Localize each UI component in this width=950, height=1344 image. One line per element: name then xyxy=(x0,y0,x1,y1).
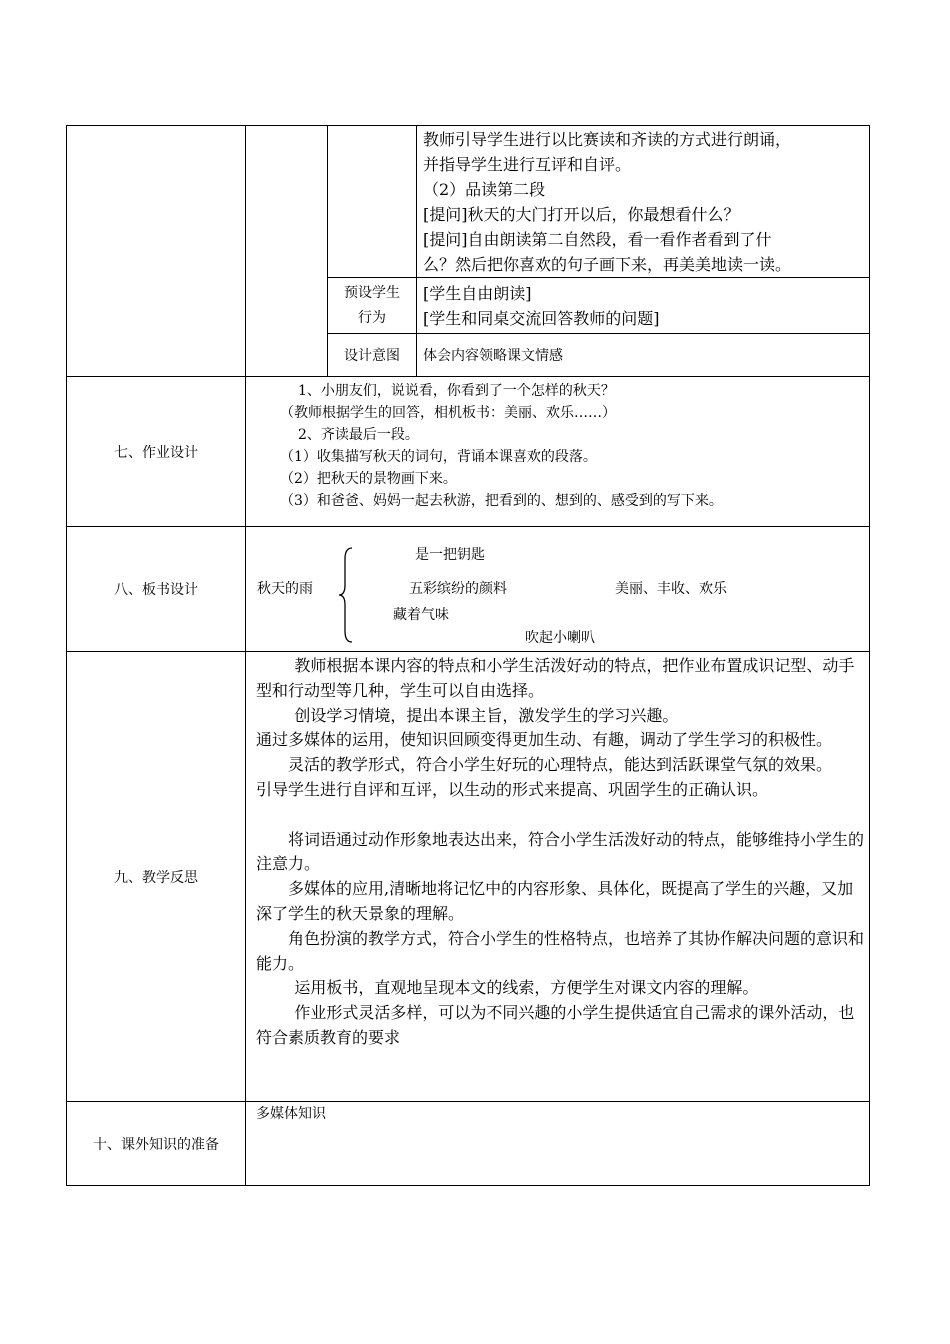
process-sub-blank-cell xyxy=(246,126,328,377)
design-intent-cell xyxy=(417,334,870,377)
homework-line: 2、齐读最后一段。 xyxy=(298,427,419,443)
student-label-line: 行为 xyxy=(358,309,386,326)
board-design-label: 八、板书设计 xyxy=(67,527,246,652)
student-behavior-cell xyxy=(417,278,870,334)
reflection-cell xyxy=(246,652,870,1102)
reflection-label: 九、教学反思 xyxy=(67,652,246,1102)
student-line: [学生和同桌交流回答教师的问题] xyxy=(423,309,660,328)
reflection-paragraph: 灵活的教学形式，符合小学生好玩的心理特点，能达到活跃课堂气氛的效果。 xyxy=(288,755,833,775)
reflection-paragraph: 通过多媒体的运用，使知识回顾变得更加生动、有趣，调动了学生学习的积极性。 xyxy=(256,730,833,750)
reflection-paragraph: 多媒体的应用,清晰地将记忆中的内容形象、具体化，既提高了学生的兴趣，又加深了学生的秋天景象的理解。 xyxy=(256,879,854,923)
board-summary: 美丽、丰收、欢乐 xyxy=(615,581,727,597)
content-line: 么？然后把你喜欢的句子画下来，再美美地读一读。 xyxy=(423,255,792,274)
lesson-plan-table xyxy=(66,125,870,1186)
reflection-paragraph: 将词语通过动作形象地表达出来，符合小学生活泼好动的特点，能够维持小学生的注意力。 xyxy=(256,829,865,874)
student-label-line: 预设学生 xyxy=(344,284,400,301)
board-item: 是一把钥匙 xyxy=(415,547,485,563)
homework-label: 七、作业设计 xyxy=(67,377,246,527)
content-line: [提问]自由朗读第二自然段，看一看作者看到了什 xyxy=(423,230,772,249)
teacher-activity-cell xyxy=(417,126,870,278)
brace-icon xyxy=(338,547,354,643)
extra-knowledge-text: 多媒体知识 xyxy=(256,1106,326,1122)
content-line: [提问]秋天的大门打开以后，你最想看什么？ xyxy=(423,205,740,224)
board-diagram xyxy=(246,527,869,651)
homework-line: （2）把秋天的景物画下来。 xyxy=(280,471,457,487)
process-label-blank-cell xyxy=(328,126,417,278)
content-line: （2）品读第二段 xyxy=(423,180,546,199)
extra-knowledge-cell xyxy=(246,1102,870,1186)
homework-line: 1、小朋友们，说说看，你看到了一个怎样的秋天？ xyxy=(298,383,615,399)
board-design-cell xyxy=(246,527,870,652)
reflection-blank-line xyxy=(256,803,865,828)
homework-cell xyxy=(246,377,870,527)
reflection-paragraph: 创设学习情境，提出本课主旨，激发学生的学习兴趣。 xyxy=(294,705,679,725)
homework-line: （1）收集描写秋天的词句，背诵本课喜欢的段落。 xyxy=(280,449,597,465)
content-line: 并指导学生进行互评和自评。 xyxy=(423,155,632,174)
reflection-paragraph: 教师根据本课内容的特点和小学生活泼好动的特点，把作业布置成识记型、动手型和行动型等几种，学生可以自由选择。 xyxy=(256,656,855,700)
board-title: 秋天的雨 xyxy=(257,581,313,597)
homework-line: （3）和爸爸、妈妈一起去秋游，把看到的、想到的、感受到的写下来。 xyxy=(280,493,723,509)
content-line: 教师引导学生进行以比赛读和齐读的方式进行朗诵， xyxy=(423,130,792,149)
board-item: 五彩缤纷的颜料 xyxy=(409,581,507,597)
extra-knowledge-label: 十、课外知识的准备 xyxy=(67,1102,246,1186)
process-blank-cell xyxy=(67,126,246,377)
reflection-paragraph: 作业形式灵活多样，可以为不同兴趣的小学生提供适宜自己需求的课外活动，也符合素质教育的要求 xyxy=(256,1003,855,1047)
student-line: [学生自由朗读] xyxy=(423,284,532,303)
board-item: 吹起小喇叭 xyxy=(525,630,595,646)
design-intent-label: 设计意图 xyxy=(328,334,417,377)
reflection-paragraph: 角色扮演的教学方式，符合小学生的性格特点，也培养了其协作解决问题的意识和能力。 xyxy=(256,928,865,973)
reflection-paragraph: 引导学生进行自评和互评，以生动的形式来提高、巩固学生的正确认识。 xyxy=(256,779,769,799)
reflection-paragraph: 运用板书，直观地呈现本文的线索，方便学生对课文内容的理解。 xyxy=(294,978,759,998)
board-item: 藏着气味 xyxy=(393,607,449,623)
student-behavior-label xyxy=(328,278,417,334)
design-intent-text: 体会内容领略课文情感 xyxy=(423,348,563,364)
homework-line: （教师根据学生的回答，相机板书：美丽、欢乐……） xyxy=(280,405,616,421)
